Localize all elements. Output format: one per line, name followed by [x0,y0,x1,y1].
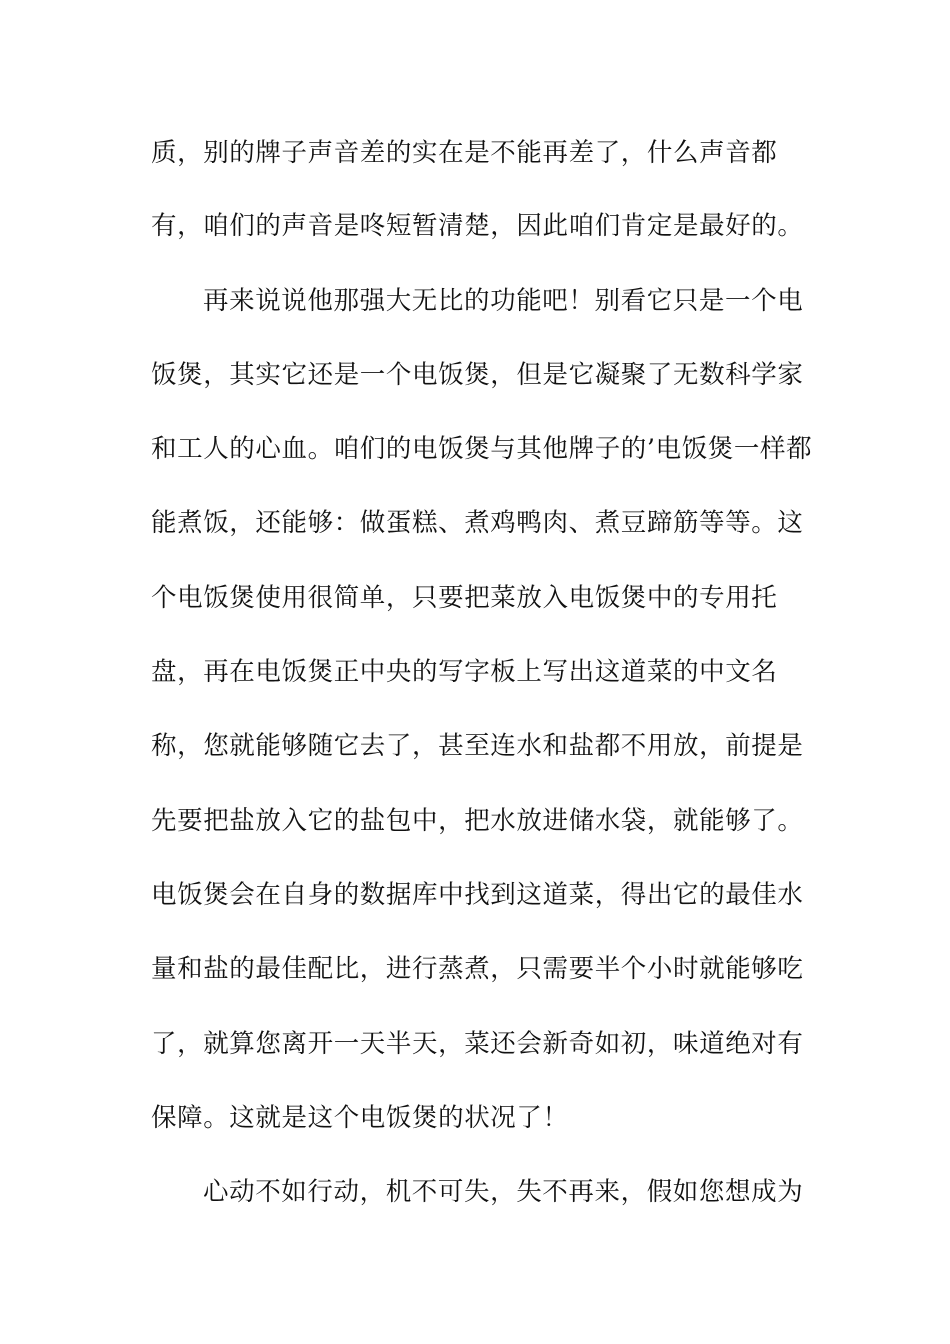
text-line: 个电饭煲使用很简单，只要把菜放入电饭煲中的专用托 [151,583,778,613]
text-line: 电饭煲会在自身的数据库中找到这道菜，得出它的最佳水 [151,880,804,910]
text-line: 和工人的心血。咱们的电饭煲与其他牌子的’电饭煲一样都 [151,434,813,464]
text-line: 有，咱们的声音是咚短暂清楚，因此咱们肯定是最好的。 [151,211,804,241]
text-line: 能煮饭，还能够：做蛋糕、煮鸡鸭肉、煮豆蹄筋等等。这 [151,508,804,538]
text-line: 盘，再在电饭煲正中央的写字板上写出这道菜的中文名 [151,657,778,687]
text-line: 称，您就能够随它去了，甚至连水和盐都不用放，前提是 [151,731,804,761]
text-line: 了，就算您离开一天半天，菜还会新奇如初，味道绝对有 [151,1029,804,1059]
text-line: 质，别的牌子声音差的实在是不能再差了，什么声音都 [151,138,778,168]
text-line: 先要把盐放入它的盐包中，把水放进储水袋，就能够了。 [151,806,804,836]
paragraph-start-line: 再来说说他那强大无比的功能吧！别看它只是一个电 [203,286,804,316]
text-line: 饭煲，其实它还是一个电饭煲，但是它凝聚了无数科学家 [151,360,804,390]
text-line: 保障。这就是这个电饭煲的状况了！ [151,1103,569,1133]
text-line: 量和盐的最佳配比，进行蒸煮，只需要半个小时就能够吃 [151,954,804,984]
paragraph-start-line: 心动不如行动，机不可失，失不再来，假如您想成为 [203,1177,804,1207]
